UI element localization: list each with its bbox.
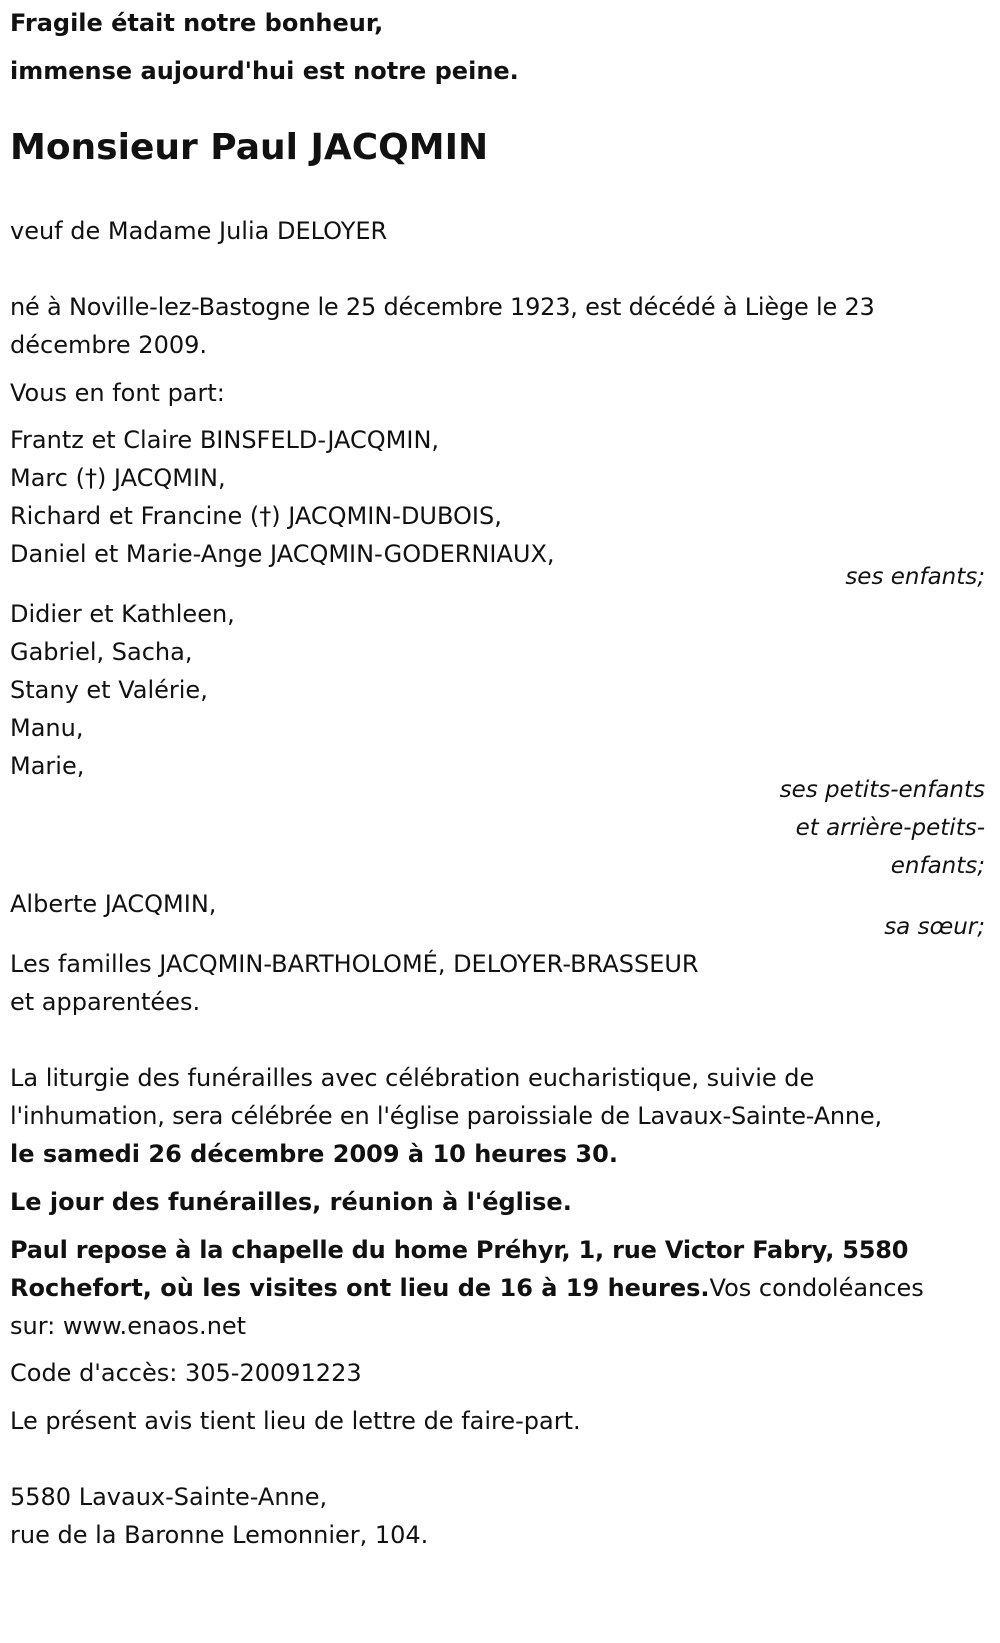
liturgy-line-2: l'inhumation, sera célébrée en l'église paroissiale de Lavaux-Sainte-Anne, [10,1102,882,1130]
grandchildren-label-3: enfants; [890,853,985,879]
grandchild-4: Manu, [10,714,84,742]
chapel-line-2 [10,1273,924,1303]
grandchildren-label-1: ses petits-enfants [779,777,985,803]
sister-name: Alberte JACQMIN, [10,890,217,918]
chapel-visits: Rochefort, où les visites ont lieu de 16 à 19 heures. [10,1274,710,1302]
spouse-line: veuf de Madame Julia DELOYER [10,217,388,245]
address-line-1: 5580 Lavaux-Sainte-Anne, [10,1483,328,1511]
birth-death-line-2: décembre 2009. [10,331,208,359]
condolences-website: sur: www.enaos.net [10,1312,247,1340]
condolences-intro: Vos condoléances [709,1274,924,1302]
grandchild-3: Stany et Valérie, [10,676,208,704]
access-code: Code d'accès: 305-20091223 [10,1359,362,1387]
families-line-2: et apparentées. [10,988,201,1016]
epitaph-line-2: immense aujourd'hui est notre peine. [10,57,519,85]
birth-death-line-1: né à Noville-lez-Bastogne le 25 décembre 1923, est décédé à Liège le 23 [10,293,875,321]
grandchildren-label-2: et arrière-petits- [795,815,985,841]
funeral-meeting: Le jour des funérailles, réunion à l'église. [10,1188,572,1216]
address-line-2: rue de la Baronne Lemonnier, 104. [10,1521,429,1549]
grandchild-5: Marie, [10,752,85,780]
liturgy-line-1: La liturgie des funérailles avec célébration eucharistique, suivie de [10,1064,815,1092]
chapel-line-1: Paul repose à la chapelle du home Préhyr, 1, rue Victor Fabry, 5580 [10,1236,909,1264]
funeral-date-time: le samedi 26 décembre 2009 à 10 heures 30. [10,1140,618,1168]
families-line-1: Les familles JACQMIN-BARTHOLOMÉ, DELOYER-BRASSEUR [10,950,699,978]
grandchild-2: Gabriel, Sacha, [10,638,193,666]
child-1: Frantz et Claire BINSFELD-JACQMIN, [10,426,440,454]
children-label: ses enfants; [845,564,985,590]
announcement-intro: Vous en font part: [10,379,225,407]
notice-text: Le présent avis tient lieu de lettre de faire-part. [10,1407,581,1435]
epitaph-line-1: Fragile était notre bonheur, [10,9,384,37]
child-4: Daniel et Marie-Ange JACQMIN-GODERNIAUX, [10,540,555,568]
child-3: Richard et Francine (†) JACQMIN-DUBOIS, [10,502,502,530]
grandchild-1: Didier et Kathleen, [10,600,235,628]
deceased-name: Monsieur Paul JACQMIN [10,127,489,168]
sister-label: sa sœur; [884,914,985,940]
child-2: Marc (†) JACQMIN, [10,464,226,492]
